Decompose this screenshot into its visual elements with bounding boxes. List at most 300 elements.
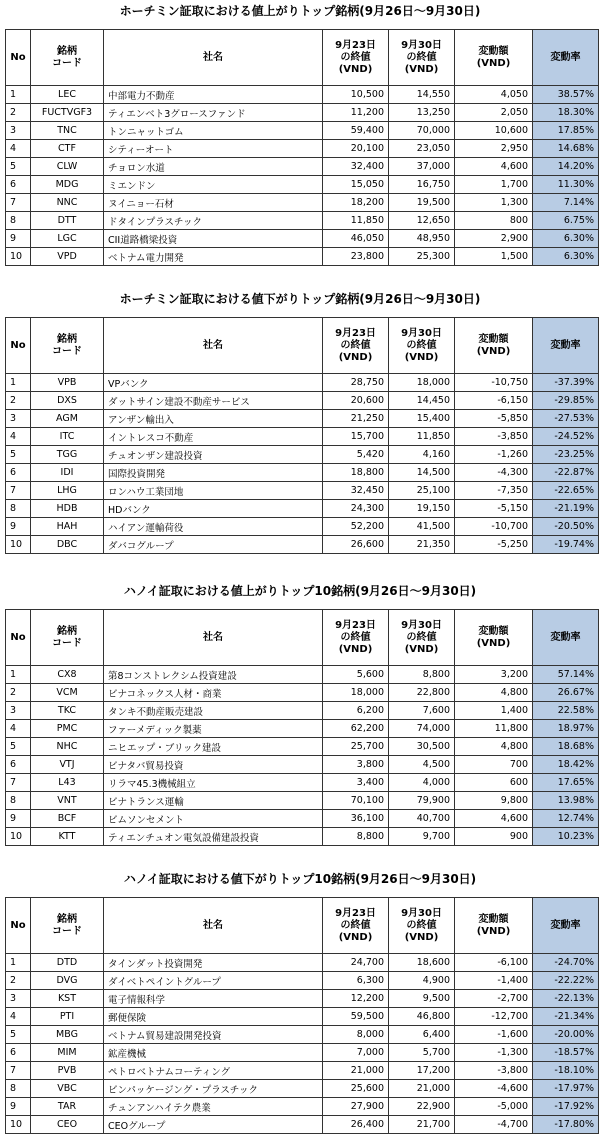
cell-no: 3 <box>6 990 31 1008</box>
cell-no: 5 <box>6 1026 31 1044</box>
cell-code: ITC <box>31 428 104 446</box>
cell-no: 1 <box>6 666 31 684</box>
table-row <box>6 828 599 846</box>
table-row <box>6 122 599 140</box>
table-row <box>6 1026 599 1044</box>
cell-name: チョロン水道 <box>104 158 323 176</box>
table-row <box>6 684 599 702</box>
ranking-table <box>5 317 599 554</box>
cell-close1: 18,000 <box>323 684 389 702</box>
cell-change: -5,250 <box>455 536 533 554</box>
table-row <box>6 482 599 500</box>
cell-close1: 20,600 <box>323 392 389 410</box>
cell-rate: -24.70% <box>533 954 599 972</box>
cell-change: 1,700 <box>455 176 533 194</box>
cell-rate: -37.39% <box>533 374 599 392</box>
cell-code: MDG <box>31 176 104 194</box>
cell-change: 2,050 <box>455 104 533 122</box>
table-row <box>6 720 599 738</box>
cell-rate: -18.10% <box>533 1062 599 1080</box>
header-rate: 変動率 <box>533 610 599 666</box>
cell-name: タインダット投資開発 <box>104 954 323 972</box>
header-name: 社名 <box>104 318 323 374</box>
table-row <box>6 810 599 828</box>
cell-rate: -17.92% <box>533 1098 599 1116</box>
cell-change: -1,600 <box>455 1026 533 1044</box>
cell-code: LEC <box>31 86 104 104</box>
cell-rate: 6.30% <box>533 230 599 248</box>
cell-close2: 9,700 <box>389 828 455 846</box>
cell-no: 9 <box>6 1098 31 1116</box>
cell-change: -1,400 <box>455 972 533 990</box>
cell-no: 10 <box>6 828 31 846</box>
cell-close2: 30,500 <box>389 738 455 756</box>
cell-rate: 18.68% <box>533 738 599 756</box>
cell-rate: 18.97% <box>533 720 599 738</box>
cell-code: VTJ <box>31 756 104 774</box>
cell-close2: 12,650 <box>389 212 455 230</box>
header-close1: 9月23日 の終値 (VND) <box>323 30 389 86</box>
cell-code: CTF <box>31 140 104 158</box>
cell-code: PMC <box>31 720 104 738</box>
cell-rate: -17.80% <box>533 1116 599 1134</box>
cell-close1: 6,200 <box>323 702 389 720</box>
cell-close1: 52,200 <box>323 518 389 536</box>
table-row <box>6 774 599 792</box>
cell-change: -3,850 <box>455 428 533 446</box>
cell-close1: 62,200 <box>323 720 389 738</box>
cell-code: MBG <box>31 1026 104 1044</box>
cell-rate: -27.53% <box>533 410 599 428</box>
cell-rate: 13.98% <box>533 792 599 810</box>
cell-name: ダイベトペイントグループ <box>104 972 323 990</box>
table-row <box>6 464 599 482</box>
cell-rate: -21.34% <box>533 1008 599 1026</box>
cell-close1: 8,000 <box>323 1026 389 1044</box>
cell-no: 7 <box>6 482 31 500</box>
cell-close2: 9,500 <box>389 990 455 1008</box>
cell-code: CLW <box>31 158 104 176</box>
cell-name: ベトナム電力開発 <box>104 248 323 266</box>
cell-name: ロンハウ工業団地 <box>104 482 323 500</box>
table-row <box>6 104 599 122</box>
cell-close1: 8,800 <box>323 828 389 846</box>
section-title: ハノイ証取における値下がりトップ10銘柄(9月26日～9月30日) <box>123 872 477 886</box>
cell-close1: 7,000 <box>323 1044 389 1062</box>
table-row <box>6 1008 599 1026</box>
ranking-table <box>5 897 599 1134</box>
cell-change: -5,000 <box>455 1098 533 1116</box>
header-close2: 9月30日 の終値 (VND) <box>389 898 455 954</box>
cell-change: -1,300 <box>455 1044 533 1062</box>
cell-close2: 4,160 <box>389 446 455 464</box>
cell-close2: 14,450 <box>389 392 455 410</box>
cell-name: ミエンドン <box>104 176 323 194</box>
cell-name: 電子情報科学 <box>104 990 323 1008</box>
cell-close1: 21,000 <box>323 1062 389 1080</box>
cell-close2: 13,250 <box>389 104 455 122</box>
cell-change: -10,750 <box>455 374 533 392</box>
cell-change: 2,900 <box>455 230 533 248</box>
cell-change: 700 <box>455 756 533 774</box>
cell-close1: 46,050 <box>323 230 389 248</box>
cell-code: CX8 <box>31 666 104 684</box>
cell-no: 2 <box>6 104 31 122</box>
cell-no: 5 <box>6 446 31 464</box>
section-title: ホーチミン証取における値下がりトップ銘柄(9月26日～9月30日) <box>119 292 481 306</box>
header-close2: 9月30日 の終値 (VND) <box>389 30 455 86</box>
table-row <box>6 1098 599 1116</box>
cell-no: 3 <box>6 410 31 428</box>
section-title: ホーチミン証取における値上がりトップ銘柄(9月26日～9月30日) <box>119 4 481 18</box>
cell-code: BCF <box>31 810 104 828</box>
cell-code: VCM <box>31 684 104 702</box>
cell-no: 9 <box>6 518 31 536</box>
table-row <box>6 428 599 446</box>
cell-no: 4 <box>6 140 31 158</box>
cell-change: -5,850 <box>455 410 533 428</box>
cell-no: 1 <box>6 374 31 392</box>
cell-code: PTI <box>31 1008 104 1026</box>
cell-no: 1 <box>6 954 31 972</box>
cell-change: 3,200 <box>455 666 533 684</box>
table-row <box>6 1116 599 1134</box>
cell-change: -7,350 <box>455 482 533 500</box>
table-row <box>6 792 599 810</box>
cell-name: ビムソンセメント <box>104 810 323 828</box>
table-row <box>6 212 599 230</box>
cell-close2: 74,000 <box>389 720 455 738</box>
cell-rate: 26.67% <box>533 684 599 702</box>
cell-change: 2,950 <box>455 140 533 158</box>
cell-rate: 10.23% <box>533 828 599 846</box>
cell-name: アンザン輸出入 <box>104 410 323 428</box>
cell-change: 4,050 <box>455 86 533 104</box>
cell-close1: 32,400 <box>323 158 389 176</box>
cell-close2: 14,500 <box>389 464 455 482</box>
cell-close2: 21,700 <box>389 1116 455 1134</box>
cell-code: FUCTVGF3 <box>31 104 104 122</box>
cell-name: ドタインプラスチック <box>104 212 323 230</box>
cell-close2: 25,100 <box>389 482 455 500</box>
cell-rate: -19.74% <box>533 536 599 554</box>
cell-code: VPB <box>31 374 104 392</box>
cell-rate: 6.75% <box>533 212 599 230</box>
cell-name: ヌイニョー石材 <box>104 194 323 212</box>
header-close1: 9月23日 の終値 (VND) <box>323 898 389 954</box>
cell-name: ビナコネックス人材・商業 <box>104 684 323 702</box>
cell-close2: 70,000 <box>389 122 455 140</box>
header-rate: 変動率 <box>533 898 599 954</box>
cell-change: -12,700 <box>455 1008 533 1026</box>
cell-rate: -18.57% <box>533 1044 599 1062</box>
cell-no: 7 <box>6 1062 31 1080</box>
cell-close1: 18,800 <box>323 464 389 482</box>
header-no: No <box>6 318 31 374</box>
cell-close2: 19,500 <box>389 194 455 212</box>
cell-no: 8 <box>6 792 31 810</box>
cell-close2: 18,600 <box>389 954 455 972</box>
cell-close1: 11,850 <box>323 212 389 230</box>
cell-name: チュンアンハイテク農業 <box>104 1098 323 1116</box>
table-row <box>6 194 599 212</box>
cell-code: DTT <box>31 212 104 230</box>
table-row <box>6 1062 599 1080</box>
cell-change: -5,150 <box>455 500 533 518</box>
cell-change: 1,400 <box>455 702 533 720</box>
cell-name: ペトロベトナムコーティング <box>104 1062 323 1080</box>
cell-close1: 21,250 <box>323 410 389 428</box>
table-row <box>6 702 599 720</box>
cell-rate: 12.74% <box>533 810 599 828</box>
cell-close1: 20,100 <box>323 140 389 158</box>
cell-name: 第8コンストレクシム投資建設 <box>104 666 323 684</box>
cell-close2: 22,900 <box>389 1098 455 1116</box>
cell-rate: 18.42% <box>533 756 599 774</box>
cell-no: 3 <box>6 122 31 140</box>
cell-close2: 46,800 <box>389 1008 455 1026</box>
cell-change: -10,700 <box>455 518 533 536</box>
table-row <box>6 738 599 756</box>
cell-rate: 17.65% <box>533 774 599 792</box>
cell-name: ダットサイン建設不動産サービス <box>104 392 323 410</box>
header-code: 銘柄 コード <box>31 30 104 86</box>
cell-code: PVB <box>31 1062 104 1080</box>
cell-no: 2 <box>6 684 31 702</box>
cell-close1: 70,100 <box>323 792 389 810</box>
cell-change: -3,800 <box>455 1062 533 1080</box>
header-no: No <box>6 610 31 666</box>
cell-rate: 57.14% <box>533 666 599 684</box>
cell-rate: 6.30% <box>533 248 599 266</box>
section-title: ハノイ証取における値上がりトップ10銘柄(9月26日～9月30日) <box>123 584 477 598</box>
cell-close2: 41,500 <box>389 518 455 536</box>
cell-no: 4 <box>6 428 31 446</box>
cell-rate: 7.14% <box>533 194 599 212</box>
cell-code: CEO <box>31 1116 104 1134</box>
cell-change: 4,600 <box>455 158 533 176</box>
table-row <box>6 248 599 266</box>
cell-change: -6,150 <box>455 392 533 410</box>
header-no: No <box>6 30 31 86</box>
cell-name: ビナタバ貿易投資 <box>104 756 323 774</box>
header-change: 変動額 (VND) <box>455 898 533 954</box>
cell-close1: 5,600 <box>323 666 389 684</box>
table-row <box>6 666 599 684</box>
cell-name: VPバンク <box>104 374 323 392</box>
cell-close1: 26,400 <box>323 1116 389 1134</box>
cell-no: 1 <box>6 86 31 104</box>
cell-close2: 48,950 <box>389 230 455 248</box>
header-code: 銘柄 コード <box>31 318 104 374</box>
cell-code: KST <box>31 990 104 1008</box>
cell-name: 鉱産機械 <box>104 1044 323 1062</box>
header-close2: 9月30日 の終値 (VND) <box>389 318 455 374</box>
cell-close1: 6,300 <box>323 972 389 990</box>
cell-change: -2,700 <box>455 990 533 1008</box>
cell-no: 7 <box>6 194 31 212</box>
cell-no: 10 <box>6 248 31 266</box>
cell-code: TNC <box>31 122 104 140</box>
cell-code: LHG <box>31 482 104 500</box>
cell-code: MIM <box>31 1044 104 1062</box>
header-row <box>6 610 599 666</box>
cell-close1: 10,500 <box>323 86 389 104</box>
cell-name: CII道路橋梁投資 <box>104 230 323 248</box>
cell-no: 2 <box>6 392 31 410</box>
cell-name: ビナトランス運輸 <box>104 792 323 810</box>
cell-code: IDI <box>31 464 104 482</box>
cell-close1: 23,800 <box>323 248 389 266</box>
cell-rate: 17.85% <box>533 122 599 140</box>
cell-code: DVG <box>31 972 104 990</box>
header-name: 社名 <box>104 30 323 86</box>
cell-close2: 4,500 <box>389 756 455 774</box>
cell-code: KTT <box>31 828 104 846</box>
cell-code: NHC <box>31 738 104 756</box>
cell-rate: -22.65% <box>533 482 599 500</box>
cell-code: HAH <box>31 518 104 536</box>
cell-change: 600 <box>455 774 533 792</box>
cell-close2: 40,700 <box>389 810 455 828</box>
cell-no: 6 <box>6 1044 31 1062</box>
cell-name: HDバンク <box>104 500 323 518</box>
cell-change: -6,100 <box>455 954 533 972</box>
cell-rate: -22.22% <box>533 972 599 990</box>
cell-no: 8 <box>6 500 31 518</box>
cell-close2: 23,050 <box>389 140 455 158</box>
cell-close2: 21,000 <box>389 1080 455 1098</box>
table-row <box>6 972 599 990</box>
cell-close2: 4,000 <box>389 774 455 792</box>
cell-code: L43 <box>31 774 104 792</box>
table-row <box>6 158 599 176</box>
cell-code: DXS <box>31 392 104 410</box>
cell-close1: 59,400 <box>323 122 389 140</box>
cell-no: 4 <box>6 720 31 738</box>
cell-name: ニヒエップ・ブリック建設 <box>104 738 323 756</box>
cell-name: タンキ不動産販売建設 <box>104 702 323 720</box>
cell-close1: 3,800 <box>323 756 389 774</box>
cell-close2: 79,900 <box>389 792 455 810</box>
table-row <box>6 392 599 410</box>
cell-close1: 3,400 <box>323 774 389 792</box>
cell-change: 1,300 <box>455 194 533 212</box>
cell-change: -1,260 <box>455 446 533 464</box>
cell-name: 国際投資開発 <box>104 464 323 482</box>
cell-name: シティーオート <box>104 140 323 158</box>
cell-rate: 18.30% <box>533 104 599 122</box>
cell-rate: 11.30% <box>533 176 599 194</box>
cell-rate: -20.00% <box>533 1026 599 1044</box>
cell-close2: 18,000 <box>389 374 455 392</box>
header-row <box>6 898 599 954</box>
cell-close2: 37,000 <box>389 158 455 176</box>
cell-close1: 24,300 <box>323 500 389 518</box>
cell-close1: 36,100 <box>323 810 389 828</box>
cell-name: 中部電力不動産 <box>104 86 323 104</box>
header-row <box>6 318 599 374</box>
table-row <box>6 500 599 518</box>
cell-close2: 15,400 <box>389 410 455 428</box>
cell-code: TKC <box>31 702 104 720</box>
table-row <box>6 410 599 428</box>
ranking-table <box>5 29 599 266</box>
table-row <box>6 1044 599 1062</box>
cell-no: 3 <box>6 702 31 720</box>
cell-close1: 24,700 <box>323 954 389 972</box>
cell-close1: 27,900 <box>323 1098 389 1116</box>
cell-change: 10,600 <box>455 122 533 140</box>
cell-rate: 38.57% <box>533 86 599 104</box>
cell-no: 8 <box>6 212 31 230</box>
cell-close2: 16,750 <box>389 176 455 194</box>
header-close2: 9月30日 の終値 (VND) <box>389 610 455 666</box>
table-row <box>6 446 599 464</box>
table-row <box>6 140 599 158</box>
cell-name: 郵便保険 <box>104 1008 323 1026</box>
cell-no: 8 <box>6 1080 31 1098</box>
header-name: 社名 <box>104 610 323 666</box>
cell-code: DTD <box>31 954 104 972</box>
cell-rate: -29.85% <box>533 392 599 410</box>
cell-close1: 32,450 <box>323 482 389 500</box>
cell-change: 4,800 <box>455 684 533 702</box>
cell-close1: 26,600 <box>323 536 389 554</box>
cell-close2: 17,200 <box>389 1062 455 1080</box>
cell-no: 4 <box>6 1008 31 1026</box>
cell-code: LGC <box>31 230 104 248</box>
cell-close1: 12,200 <box>323 990 389 1008</box>
cell-close2: 7,600 <box>389 702 455 720</box>
table-row <box>6 518 599 536</box>
cell-no: 6 <box>6 176 31 194</box>
cell-close1: 28,750 <box>323 374 389 392</box>
cell-code: HDB <box>31 500 104 518</box>
cell-rate: -21.19% <box>533 500 599 518</box>
cell-name: ダバコグループ <box>104 536 323 554</box>
cell-rate: -17.97% <box>533 1080 599 1098</box>
header-code: 銘柄 コード <box>31 898 104 954</box>
cell-change: 900 <box>455 828 533 846</box>
cell-code: DBC <box>31 536 104 554</box>
cell-rate: 14.20% <box>533 158 599 176</box>
cell-no: 10 <box>6 1116 31 1134</box>
cell-close1: 59,500 <box>323 1008 389 1026</box>
cell-no: 5 <box>6 158 31 176</box>
header-code: 銘柄 コード <box>31 610 104 666</box>
cell-code: TAR <box>31 1098 104 1116</box>
table-row <box>6 86 599 104</box>
cell-change: 4,600 <box>455 810 533 828</box>
cell-rate: -24.52% <box>533 428 599 446</box>
table-row <box>6 990 599 1008</box>
table-row <box>6 536 599 554</box>
cell-change: -4,600 <box>455 1080 533 1098</box>
cell-no: 6 <box>6 756 31 774</box>
cell-no: 9 <box>6 810 31 828</box>
cell-name: CEOグループ <box>104 1116 323 1134</box>
cell-rate: 22.58% <box>533 702 599 720</box>
cell-close1: 25,600 <box>323 1080 389 1098</box>
cell-close1: 18,200 <box>323 194 389 212</box>
header-no: No <box>6 898 31 954</box>
cell-code: NNC <box>31 194 104 212</box>
table-row <box>6 1080 599 1098</box>
cell-close2: 11,850 <box>389 428 455 446</box>
cell-name: ファーメディック製薬 <box>104 720 323 738</box>
table-row <box>6 230 599 248</box>
